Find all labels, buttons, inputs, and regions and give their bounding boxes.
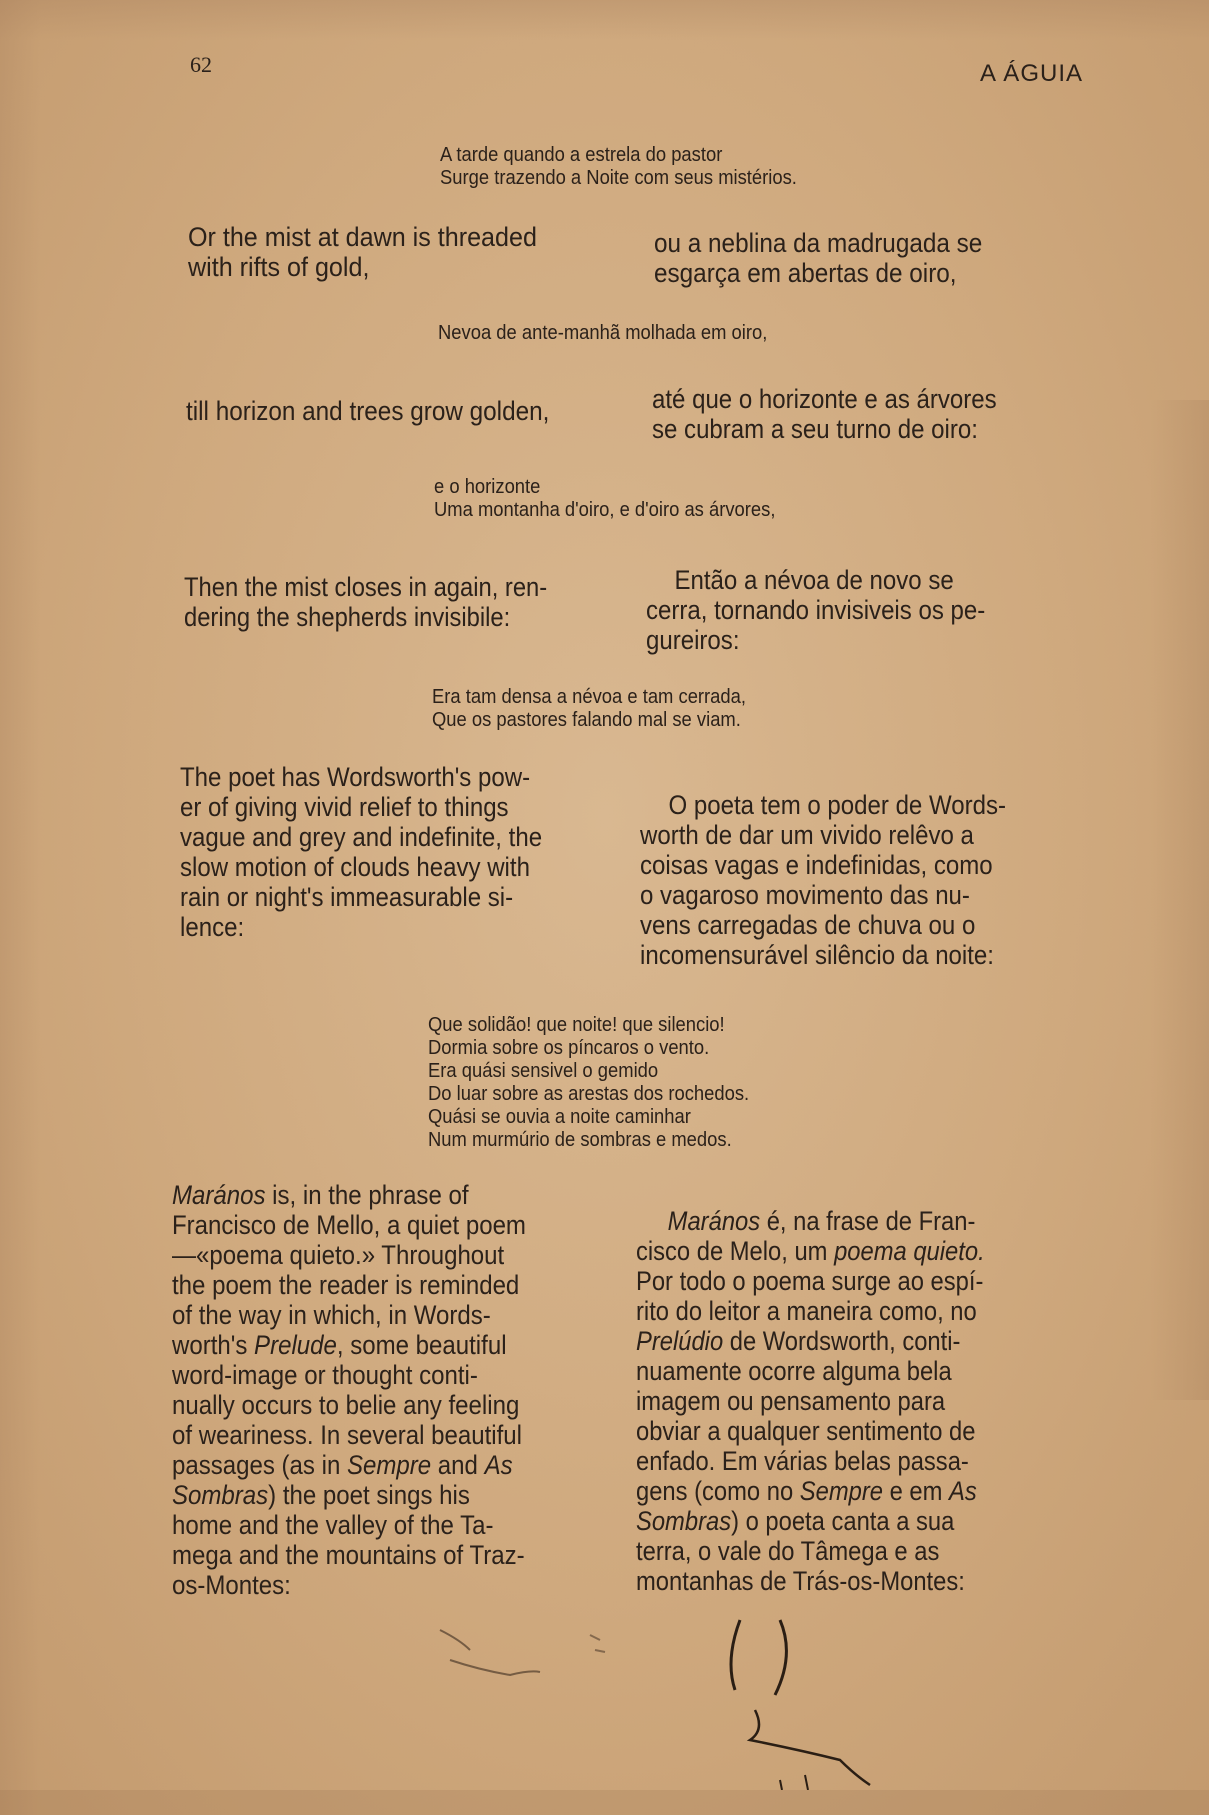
portuguese-paragraph-1	[654, 228, 982, 288]
title-italic: Sempre	[346, 1450, 432, 1480]
text-line: —«poema quieto.» Throughout	[172, 1240, 505, 1270]
verse-line: Surge trazendo a Noite com seus mistérios.	[440, 167, 797, 189]
text-line: with rifts of gold,	[188, 252, 370, 282]
verse-quote-3	[434, 476, 775, 522]
text-line: Prelúdio de Wordsworth, conti-	[636, 1326, 961, 1356]
text-line: till horizon and trees grow golden,	[186, 396, 550, 426]
verse-line: Quási se ouvia a noite caminhar	[428, 1106, 691, 1128]
text-line: word-image or thought conti-	[172, 1360, 478, 1390]
portuguese-paragraph-4	[640, 790, 1006, 970]
text-line: os-Montes:	[172, 1570, 291, 1600]
text-line: o vagaroso movimento das nu-	[640, 880, 970, 910]
verse-line: Era tam densa a névoa e tam cerrada,	[432, 686, 747, 708]
title-italic: Prelúdio	[636, 1326, 724, 1356]
verse-line: A tarde quando a estrela do pastor	[440, 144, 723, 166]
verse-line: Dormia sobre os píncaros o vento.	[428, 1037, 710, 1059]
text-line: of weariness. In several beautiful	[172, 1420, 522, 1450]
text-line: rain or night's immeasurable si-	[180, 882, 514, 912]
paper-edge-bottom	[0, 1790, 1209, 1815]
portuguese-paragraph-5	[636, 1206, 985, 1596]
text-line: incomensurável silêncio da noite:	[640, 940, 994, 970]
verse-line: Uma montanha d'oiro, e d'oiro as árvores,	[434, 499, 776, 521]
english-paragraph-1	[188, 222, 537, 282]
title-italic: Marános	[172, 1180, 266, 1210]
text-line: Or the mist at dawn is threaded	[188, 222, 537, 252]
verse-quote-2	[438, 322, 767, 345]
ink-scribble-marks	[420, 1600, 900, 1790]
text-line: Então a névoa de novo se	[674, 565, 954, 595]
text-line: terra, o vale do Tâmega e as	[636, 1536, 940, 1566]
text-line: gureiros:	[646, 625, 740, 655]
text-line: cisco de Melo, um poema quieto.	[636, 1236, 985, 1266]
title-italic: Sombras	[172, 1480, 269, 1510]
english-paragraph-2	[186, 396, 549, 426]
text-line: Sombras) o poeta canta a sua	[636, 1506, 955, 1536]
title-italic: poema quieto.	[834, 1236, 985, 1266]
text-line: Marános is, in the phrase of	[172, 1180, 469, 1210]
text-line: vague and grey and indefinite, the	[180, 822, 543, 852]
text-line: home and the valley of the Ta-	[172, 1510, 494, 1540]
verse-line: e o horizonte	[434, 476, 541, 498]
text-line: nuamente ocorre alguma bela	[636, 1356, 952, 1386]
text-line: er of giving vivid relief to things	[180, 792, 509, 822]
english-paragraph-4	[180, 762, 542, 942]
text-line: cerra, tornando invisiveis os pe-	[646, 595, 986, 625]
text-line: enfado. Em várias belas passa-	[636, 1446, 969, 1476]
text-line: The poet has Wordsworth's pow-	[180, 762, 531, 792]
title-italic: Sombras	[636, 1506, 732, 1536]
title-italic: As	[484, 1450, 513, 1480]
text-line: the poem the reader is reminded	[172, 1270, 520, 1300]
text-line: gens (como no Sempre e em As	[636, 1476, 977, 1506]
text-line: Then the mist closes in again, ren-	[184, 572, 548, 602]
text-line: ou a neblina da madrugada se	[654, 228, 983, 258]
verse-line: Do luar sobre as arestas dos rochedos.	[428, 1083, 750, 1105]
text-line: passages (as in Sempre and As	[172, 1450, 513, 1480]
text-line: Sombras) the poet sings his	[172, 1480, 470, 1510]
running-title: A ÁGUIA	[979, 60, 1083, 87]
text-line: O poeta tem o poder de Words-	[668, 790, 1006, 820]
text-line: dering the shepherds invisibile:	[184, 602, 511, 632]
text-line: of the way in which, in Words-	[172, 1300, 491, 1330]
text-line: vens carregadas de chuva ou o	[640, 910, 976, 940]
text-line: montanhas de Trás-os-Montes:	[636, 1566, 965, 1596]
verse-quote-1	[440, 144, 797, 190]
verse-line: Num murmúrio de sombras e medos.	[428, 1129, 732, 1151]
verse-line: Era quási sensivel o gemido	[428, 1060, 659, 1082]
text-line: worth's Prelude, some beautiful	[172, 1330, 507, 1360]
text-line: Francisco de Mello, a quiet poem	[172, 1210, 526, 1240]
text-line: nually occurs to belie any feeling	[172, 1390, 520, 1420]
verse-line: Que os pastores falando mal se viam.	[432, 709, 741, 731]
title-italic: As	[949, 1476, 977, 1506]
text-line: obviar a qualquer sentimento de	[636, 1416, 976, 1446]
text-line: se cubram a seu turno de oiro:	[652, 414, 978, 444]
paper-stain-left	[0, 0, 40, 1815]
text-line: imagem ou pensamento para	[636, 1386, 946, 1416]
text-line: coisas vagas e indefinidas, como	[640, 850, 993, 880]
verse-quote-5	[428, 1014, 749, 1152]
text-line: até que o horizonte e as árvores	[652, 384, 997, 414]
title-italic: Marános	[667, 1206, 761, 1236]
paper-stain-top	[0, 0, 1209, 40]
text-line: lence:	[180, 912, 245, 942]
verse-line: Que solidão! que noite! que silencio!	[428, 1014, 725, 1036]
verse-quote-4	[432, 686, 746, 732]
title-italic: Prelude	[254, 1330, 337, 1360]
portuguese-paragraph-3	[646, 565, 985, 655]
text-line: slow motion of clouds heavy with	[180, 852, 530, 882]
text-line: mega and the mountains of Traz-	[172, 1540, 525, 1570]
verse-line: Nevoa de ante-manhã molhada em oiro,	[438, 322, 768, 344]
title-italic: Sempre	[799, 1476, 883, 1506]
english-paragraph-5	[172, 1180, 526, 1600]
text-line: worth de dar um vivido relêvo a	[640, 820, 974, 850]
english-paragraph-3	[184, 572, 547, 632]
text-line: esgarça em abertas de oiro,	[654, 258, 957, 288]
text-line: rito do leitor a maneira como, no	[636, 1296, 977, 1326]
portuguese-paragraph-2	[652, 384, 997, 444]
paper-stain-right	[1150, 400, 1209, 1400]
text-line: Por todo o poema surge ao espí-	[636, 1266, 984, 1296]
text-line: Marános é, na frase de Fran-	[667, 1206, 976, 1236]
page-number: 62	[190, 52, 212, 77]
